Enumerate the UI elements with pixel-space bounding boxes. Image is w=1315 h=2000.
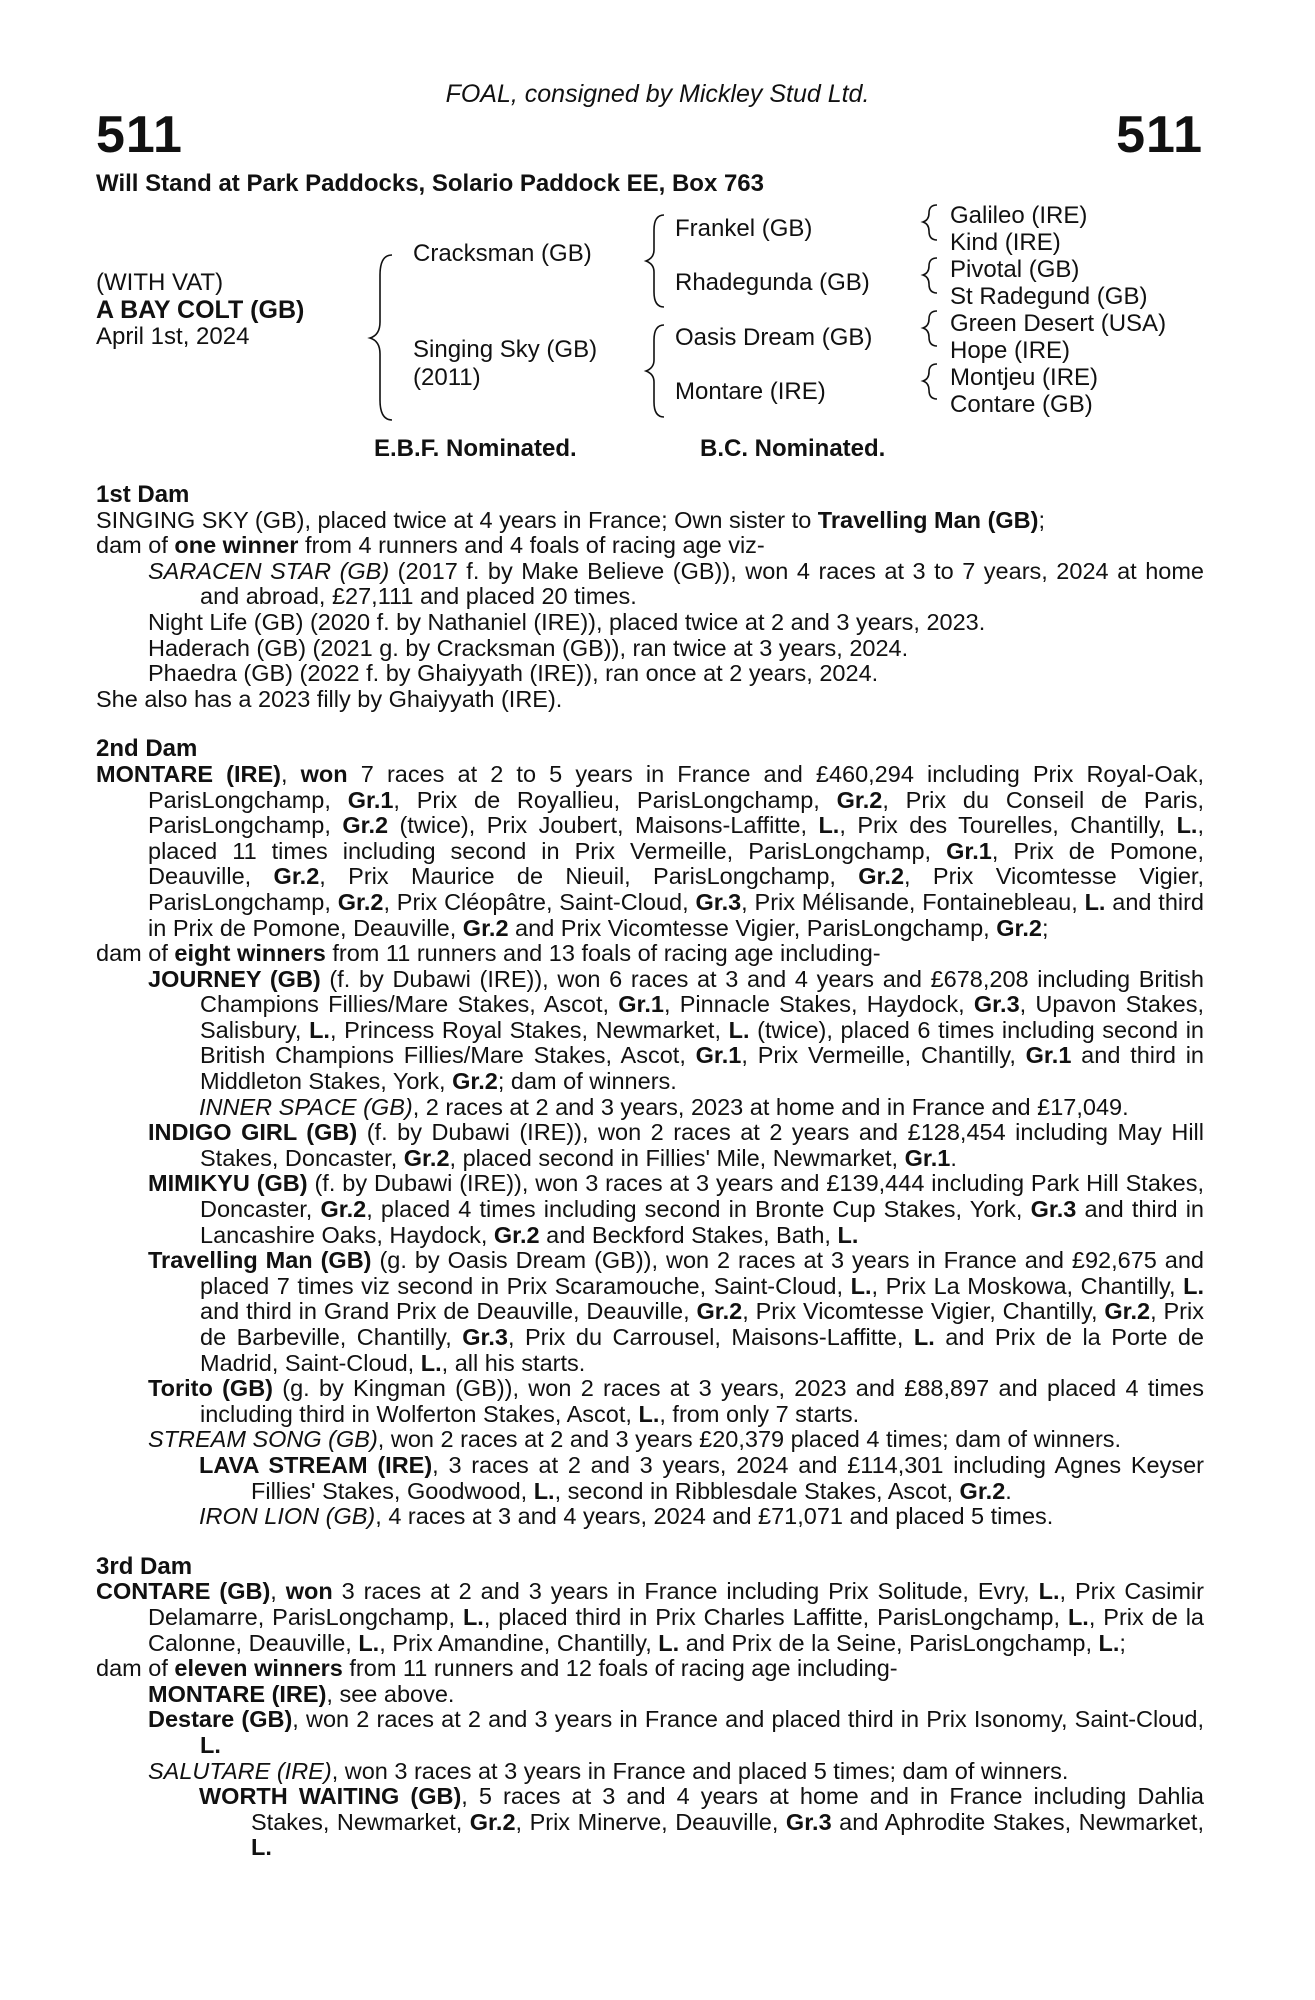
ggp-2: Kind (IRE) [950, 229, 1061, 256]
third-dam-heading: 3rd Dam [96, 1552, 193, 1580]
pedigree-entry: SALUTARE (IRE), won 3 races at 3 years in France and placed 5 times; dam of winners. [148, 1757, 1069, 1784]
pedigree-entry: WORTH WAITING (GB), 5 races at 3 and 4 years at home and in France including Dahlia Stakes, Newmarket, Gr.2, Prix Minerve, Deauville, Gr.3 and Aphrodite Stakes, Newmarket, L. [199, 1783, 1204, 1861]
ggp-7: Montjeu (IRE) [950, 364, 1099, 391]
lot-number-right: 511 [1116, 106, 1203, 164]
first-dam-heading: 1st Dam [96, 481, 190, 508]
pedigree-entry: dam of eleven winners from 11 runners and 12 foals of racing age including- [96, 1655, 898, 1682]
ggp-4: St Radegund (GB) [950, 283, 1148, 310]
ggp-1: Galileo (IRE) [950, 202, 1088, 229]
bc-nominated: B.C. Nominated. [700, 435, 886, 462]
sire: Cracksman (GB) [413, 240, 592, 267]
pedigree-entry: Destare (GB), won 2 races at 2 and 3 years in France and placed third in Prix Isonomy, Saint-Cloud, L. [148, 1706, 1204, 1758]
sire-sire: Frankel (GB) [675, 215, 813, 242]
dam: Singing Sky (GB) [413, 336, 598, 363]
pedigree-entry: Travelling Man (GB) (g. by Oasis Dream (GB)), won 2 races at 3 years in France and £92,675 and placed 7 times viz second in Prix Scaramouche, Saint-Cloud, L., Prix La Moskowa, Chantilly, L. and third in Grand Prix de Deauville, Deauville, Gr.2, Prix Vicomtesse Vigier, Chantilly, Gr.2, Prix de Barbeville, Chantilly, Gr.3, Prix du Carrousel, Maisons-Laffitte, L. and Prix de la Porte de Madrid, Saint-Cloud, L., all his starts. [148, 1247, 1205, 1376]
first-dam-text [96, 508, 1204, 713]
pedigree-entry: MONTARE (IRE), won 7 races at 2 to 5 years in France and £460,294 including Prix Royal-Oak, ParisLongchamp, Gr.1, Prix de Royallieu, ParisLongchamp, Gr.2, Prix du Conseil de Paris, ParisLongchamp, Gr.2 (twice), Prix Joubert, Maisons-Laffitte, L., Prix des Tourelles, Chantilly, L., placed 11 times including second in Prix Vermeille, ParisLongchamp, Gr.1, Prix de Pomone, Deauville, Gr.2, Prix Maurice de Nieuil, ParisLongchamp, Gr.2, Prix Vicomtesse Vigier, ParisLongchamp, Gr.2, Prix Cléopâtre, Saint-Cloud, Gr.3, Prix Mélisande, Fontainebleau, L. and third in Prix de Pomone, Deauville, Gr.2 and Prix Vicomtesse Vigier, ParisLongchamp, Gr.2; [96, 760, 1205, 941]
pedigree-entry: Night Life (GB) (2020 f. by Nathaniel (IRE)), placed twice at 2 and 3 years, 2023. [148, 608, 986, 635]
third-dam-text [96, 1579, 1204, 1861]
ggp-5: Green Desert (USA) [950, 310, 1167, 337]
pedigree-entry: MIMIKYU (GB) (f. by Dubawi (IRE)), won 3 races at 3 years and £139,444 including Park Hill Stakes, Doncaster, Gr.2, placed 4 times including second in Bronte Cup Stakes, York, Gr.3 and third in Lancashire Oaks, Haydock, Gr.2 and Beckford Stakes, Bath, L. [148, 1170, 1204, 1248]
foaling-date: April 1st, 2024 [96, 323, 250, 350]
pedigree-entry: Phaedra (GB) (2022 f. by Ghaiyyath (IRE)), ran once at 2 years, 2024. [148, 660, 879, 687]
pedigree-entry: LAVA STREAM (IRE), 3 races at 2 and 3 years, 2024 and £114,301 including Agnes Keyser Fillies' Stakes, Goodwood, L., second in Ribblesdale Stakes, Ascot, Gr.2. [199, 1451, 1204, 1504]
catalogue-body [96, 482, 1204, 1861]
pedigree-entry: She also has a 2023 filly by Ghaiyyath (IRE). [96, 685, 563, 712]
pedigree-entry: Torito (GB) (g. by Kingman (GB)), won 2 races at 3 years, 2023 and £88,897 and placed 4 times including third in Wolferton Stakes, Ascot, L., from only 7 starts. [148, 1375, 1204, 1427]
pedigree-entry: INDIGO GIRL (GB) (f. by Dubawi (IRE)), won 2 races at 2 years and £128,454 including May Hill Stakes, Doncaster, Gr.2, placed second in Fillies' Mile, Newmarket, Gr.1. [148, 1119, 1204, 1171]
dam-sire: Oasis Dream (GB) [675, 324, 873, 351]
ggp-3: Pivotal (GB) [950, 256, 1080, 283]
horse-name: A BAY COLT (GB) [96, 296, 305, 324]
pedigree-entry: MONTARE (IRE), see above. [148, 1680, 455, 1707]
pedigree-entry: JOURNEY (GB) (f. by Dubawi (IRE)), won 6 races at 3 and 4 years and £678,208 including British Champions Fillies/Mare Stakes, Ascot, Gr.1, Pinnacle Stakes, Haydock, Gr.3, Upavon Stakes, Salisbury, L., Princess Royal Stakes, Newmarket, L. (twice), placed 6 times including second in British Champions Fillies/Mare Stakes, Ascot, Gr.1, Prix Vermeille, Chantilly, Gr.1 and third in Middleton Stakes, York, Gr.2; dam of winners. [148, 965, 1204, 1095]
second-dam-text [96, 762, 1204, 1530]
dam-dam: Montare (IRE) [675, 378, 826, 405]
pedigree-entry: Haderach (GB) (2021 g. by Cracksman (GB)), ran twice at 3 years, 2024. [148, 634, 909, 661]
pedigree-entry: STREAM SONG (GB), won 2 races at 2 and 3 years £20,379 placed 4 times; dam of winners. [148, 1426, 1122, 1453]
pedigree-entry: CONTARE (GB), won 3 races at 2 and 3 years in France including Prix Solitude, Evry, L., Prix Casimir Delamarre, ParisLongchamp, L., placed third in Prix Charles Laffitte, ParisLongchamp, L., Prix de la Calonne, Deauville, L., Prix Amandine, Chantilly, L. and Prix de la Seine, ParisLongchamp, L.; [96, 1578, 1205, 1656]
pedigree-entry: INNER SPACE (GB), 2 races at 2 and 3 years, 2023 at home and in France and £17,049. [199, 1093, 1129, 1120]
pedigree-entry: SARACEN STAR (GB) (2017 f. by Make Believe (GB)), won 4 races at 3 to 7 years, 2024 at home and abroad, £27,111 and placed 20 times. [148, 557, 1204, 610]
vat-note: (WITH VAT) [96, 269, 224, 296]
ggp-8: Contare (GB) [950, 391, 1093, 418]
pedigree-entry: dam of one winner from 4 runners and 4 foals of racing age viz- [96, 532, 765, 559]
pedigree-braces [0, 0, 1315, 440]
sire-dam: Rhadegunda (GB) [675, 269, 870, 296]
lot-number-left: 511 [96, 106, 183, 164]
ggp-6: Hope (IRE) [950, 337, 1071, 364]
pedigree-entry: IRON LION (GB), 4 races at 3 and 4 years, 2024 and £71,071 and placed 5 times. [199, 1503, 1054, 1530]
second-dam-heading: 2nd Dam [96, 735, 198, 763]
consignment-line: FOAL, consigned by Mickley Stud Ltd. [445, 80, 870, 108]
pedigree-entry: SINGING SKY (GB), placed twice at 4 years in France; Own sister to Travelling Man (GB); [96, 506, 1045, 533]
ebf-nominated: E.B.F. Nominated. [374, 435, 577, 462]
pedigree-entry: dam of eight winners from 11 runners and 13 foals of racing age including- [96, 940, 881, 967]
stand-location: Will Stand at Park Paddocks, Solario Paddock EE, Box 763 [96, 170, 765, 197]
dam-year: (2011) [413, 364, 481, 391]
